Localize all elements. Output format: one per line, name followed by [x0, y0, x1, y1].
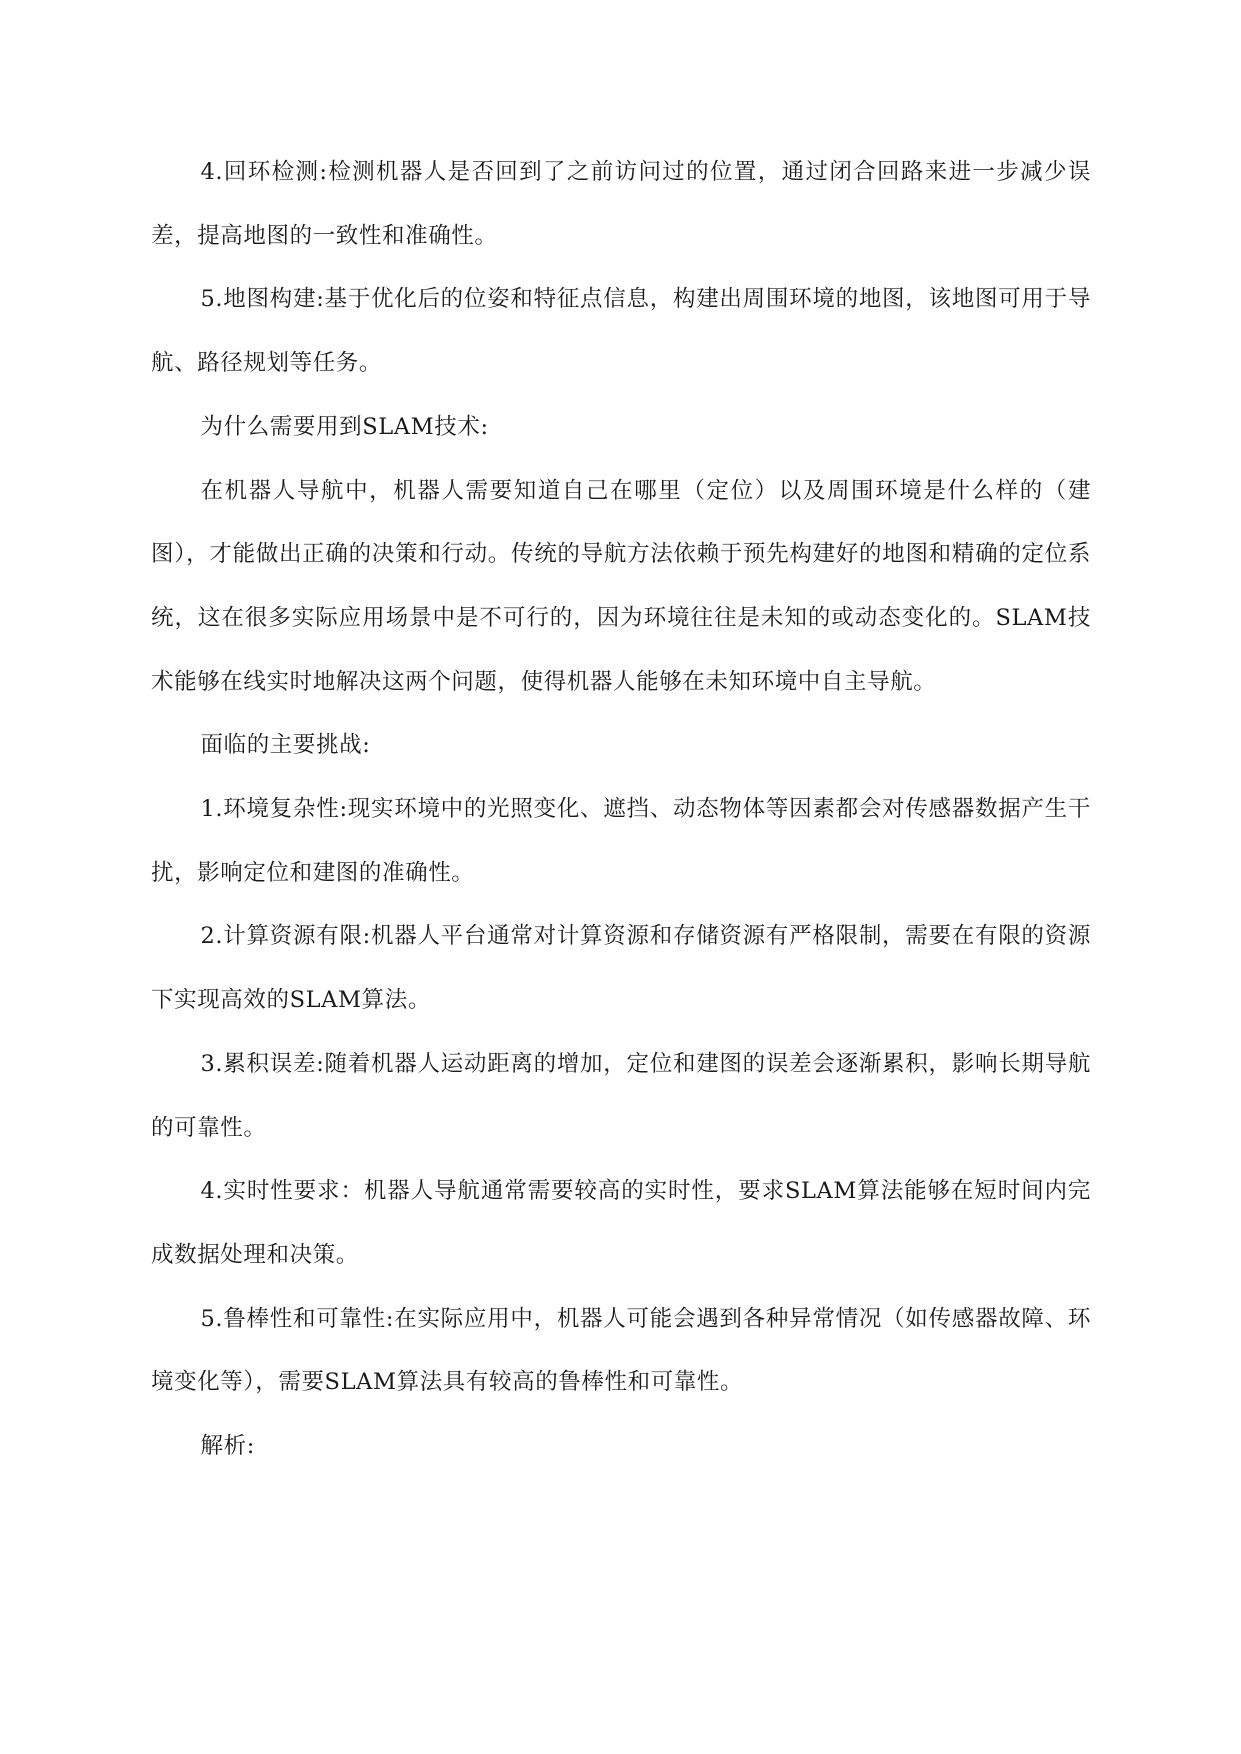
paragraph-why-slam: 在机器人导航中，机器人需要知道自己在哪里（定位）以及周围环境是什么样的（建图），才能做出正确的决策和行动。传统的导航方法依赖于预先构建好的地图和精确的定位系统，这在很多实际应用场景中是不可行的，因为环境往往是未知的或动态变化的。SLAM技术能够在线实时地解决这两个问题，使得机器人能够在未知环境中自主导航。: [151, 477, 1091, 695]
paragraph-challenge-robustness: 5.鲁棒性和可靠性:在实际应用中，机器人可能会遇到各种异常情况（如传感器故障、环境变化等），需要SLAM算法具有较高的鲁棒性和可靠性。: [151, 1305, 1091, 1396]
paragraph-challenge-complexity: 1.环境复杂性:现实环境中的光照变化、遮挡、动态物体等因素都会对传感器数据产生干扰，影响定位和建图的准确性。: [151, 796, 1091, 886]
paragraph-challenge-drift: 3.累积误差:随着机器人运动距离的增加，定位和建图的误差会逐渐累积，影响长期导航的可靠性。: [151, 1050, 1091, 1141]
paragraph-map-building: 5.地图构建:基于优化后的位姿和特征点信息，构建出周围环境的地图，该地图可用于导航、路径规划等任务。: [151, 286, 1091, 377]
document-body: [151, 141, 1091, 1479]
heading-challenges: 面临的主要挑战:: [200, 732, 371, 759]
heading-why-slam: 为什么需要用到SLAM技术:: [200, 413, 489, 440]
heading-analysis: 解析:: [200, 1433, 255, 1460]
paragraph-challenge-realtime: 4.实时性要求：机器人导航通常需要较高的实时性，要求SLAM算法能够在短时间内完成数据处理和决策。: [151, 1178, 1091, 1268]
paragraph-challenge-compute: 2.计算资源有限:机器人平台通常对计算资源和存储资源有严格限制，需要在有限的资源下实现高效的SLAM算法。: [151, 923, 1091, 1014]
paragraph-loop-closure: 4.回环检测:检测机器人是否回到了之前访问过的位置，通过闭合回路来进一步减少误差，提高地图的一致性和准确性。: [151, 159, 1091, 249]
